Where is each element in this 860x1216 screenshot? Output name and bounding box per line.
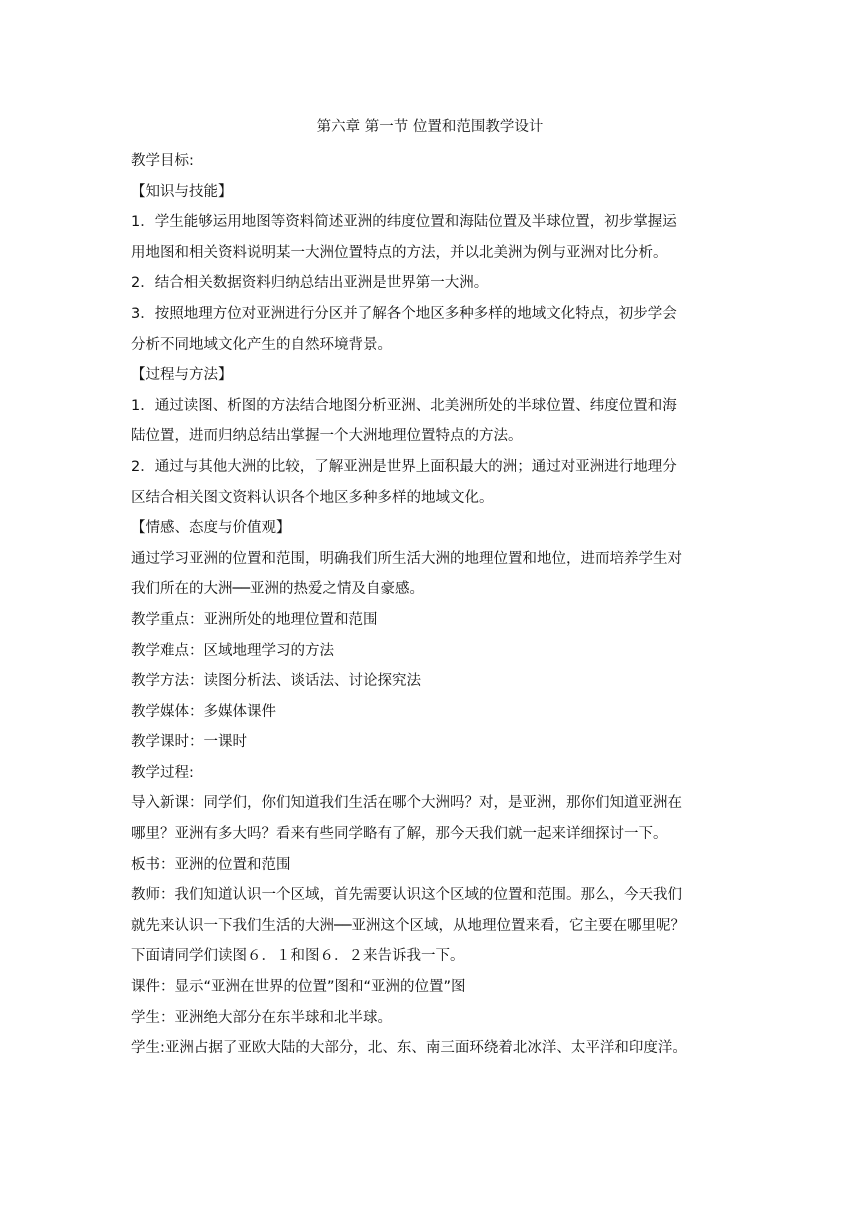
text-line: 哪里？亚洲有多大吗？看来有些同学略有了解，那今天我们就一起来详细探讨一下。 [131,826,668,843]
text-line: 用地图和相关资料说明某一大洲位置特点的方法，并以北美洲为例与亚洲对比分析。 [131,244,668,261]
section-heading: 【知识与技能】 [131,183,233,200]
text-line: 教师：我们知道认识一个区域，首先需要认识这个区域的位置和范围。那么，今天我们 [131,887,682,904]
text-line: 教学过程: [131,764,194,781]
text-line: 区结合相关图文资料认识各个地区多种多样的地域文化。 [131,489,494,506]
text-line: 通过学习亚洲的位置和范围，明确我们所生活大洲的地理位置和地位，进而培养学生对 [131,550,682,567]
document-title: 第六章 第一节 位置和范围教学设计 [316,119,544,135]
text-line: 分析不同地域文化产生的自然环境背景。 [131,336,392,353]
text-line: 板书：亚洲的位置和范围 [131,856,291,873]
text-line: 3．按照地理方位对亚洲进行分区并了解各个地区多种多样的地域文化特点，初步学会 [131,305,677,322]
text-line: 2．结合相关数据资料归纳总结出亚洲是世界第一大洲。 [131,275,489,292]
text-line: 教学媒体：多媒体课件 [131,703,276,720]
text-line: 下面请同学们读图６．１和图６．２来告诉我一下。 [131,948,465,965]
text-line: 陆位置，进而归纳总结出掌握一个大洲地理位置特点的方法。 [131,428,523,445]
text-line: 教学方法：读图分析法、谈话法、讨论探究法 [131,673,421,690]
text-line: 教学难点：区域地理学习的方法 [131,642,334,659]
section-heading: 【情感、态度与价值观】 [131,520,291,537]
text-line: 学生：亚洲绝大部分在东半球和北半球。 [131,1009,392,1026]
text-line: 教学课时：一课时 [131,734,247,751]
text-line: 教学重点：亚洲所处的地理位置和范围 [131,611,378,628]
section-heading: 【过程与方法】 [131,367,233,384]
text-line: 导入新课：同学们，你们知道我们生活在哪个大洲吗？对，是亚洲，那你们知道亚洲在 [131,795,682,812]
text-line: 2．通过与其他大洲的比较，了解亚洲是世界上面积最大的洲；通过对亚洲进行地理分 [131,458,677,475]
text-line: 我们所在的大洲──亚洲的热爱之情及自豪感。 [131,581,424,598]
text-line: 课件：显示“亚洲在世界的位置”图和“亚洲的位置”图 [131,979,466,996]
text-line: 1．学生能够运用地图等资料简述亚洲的纬度位置和海陆位置及半球位置，初步掌握运 [131,214,677,231]
text-line: 教学目标: [131,153,194,169]
text-line: 1．通过读图、析图的方法结合地图分析亚洲、北美洲所处的半球位置、纬度位置和海 [131,397,677,414]
text-line: 学生:亚洲占据了亚欧大陆的大部分，北、东、南三面环绕着北冰洋、太平洋和印度洋。 [131,1040,687,1057]
document-body [131,146,735,1064]
text-line: 就先来认识一下我们生活的大洲──亚洲这个区域，从地理位置来看，它主要在哪里呢？ [131,917,685,934]
